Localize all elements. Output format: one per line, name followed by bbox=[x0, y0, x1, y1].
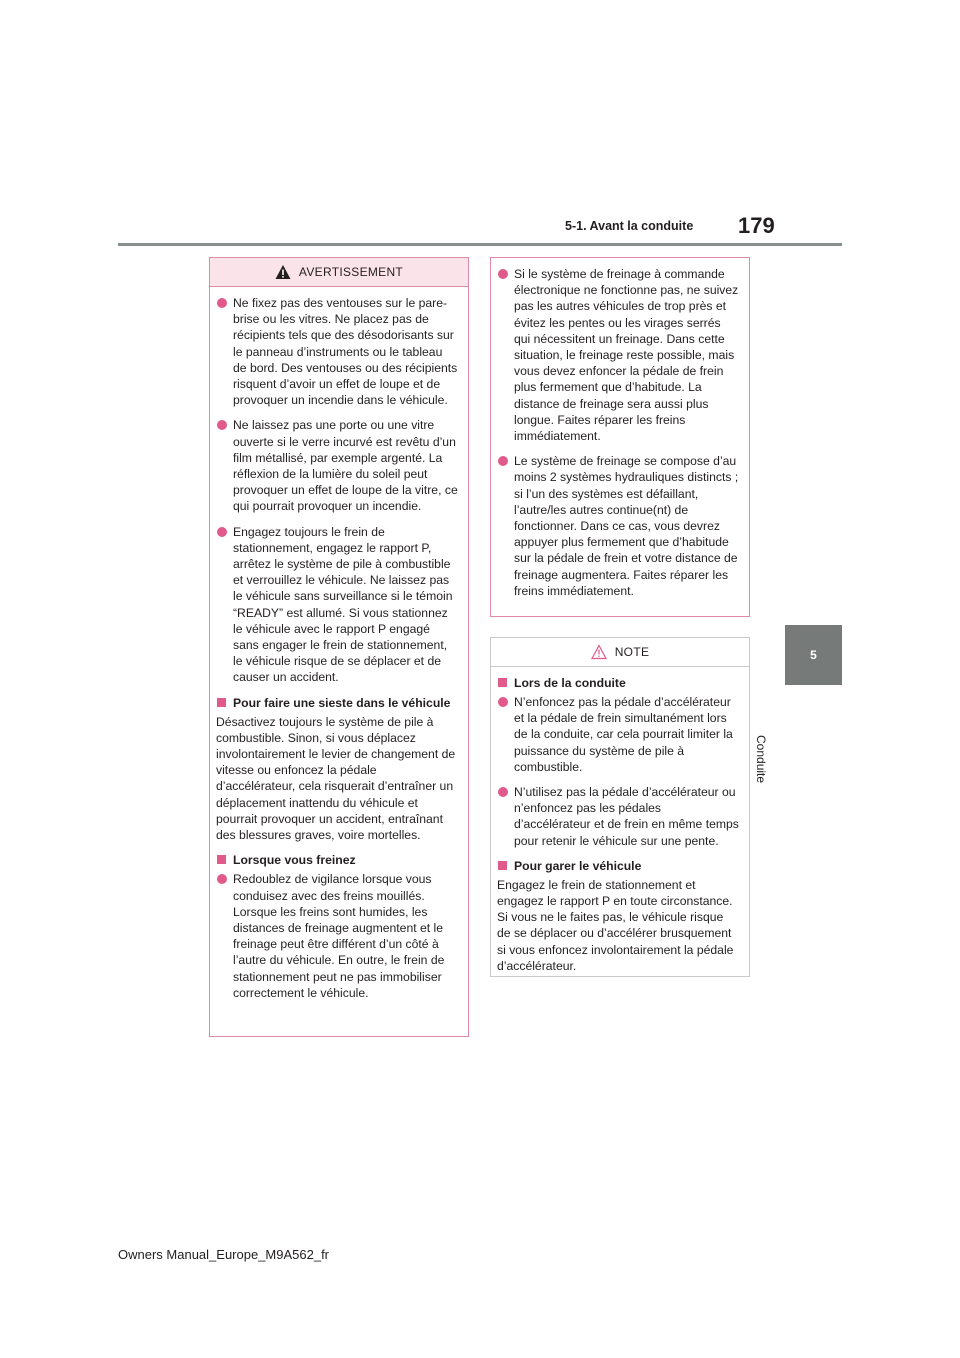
page-number: 179 bbox=[738, 213, 775, 238]
chapter-number: 5 bbox=[810, 648, 817, 662]
note-body bbox=[491, 667, 749, 989]
square-bullet-icon bbox=[498, 678, 507, 687]
list-item: N’enfoncez pas la pédale d’accélérateur et la pédale de frein simultanément lors de la conduite, car cela pourrait limiter la puissance du système de pile à combustible. bbox=[497, 694, 739, 775]
bullet-icon bbox=[498, 697, 508, 707]
paragraph-parking: Engagez le frein de stationnement et engagez le rapport P en toute circonstance. Si vous ne le faites pas, le véhicule risque de se déplacer ou d’accélérer brusquement si vous enfoncez involontairement la pédale d’accélérateur. bbox=[497, 877, 734, 973]
subheading-parking: Pour garer le véhicule bbox=[497, 858, 739, 874]
caution-triangle-icon bbox=[591, 644, 607, 660]
list-item: Engagez toujours le frein de stationnement, engagez le rapport P, arrêtez le système de pile à combustible et verrouillez le véhicule. Ne laissez pas le véhicule sans surveillance si le témoin “READY” est allumé. Si vous stationnez le véhicule avec le rapport P engagé sans engager le frein de stationnement, le véhicule risque de se déplacer et de causer un accident. bbox=[216, 524, 458, 686]
bullet-icon bbox=[498, 456, 508, 466]
bullet-icon bbox=[498, 787, 508, 797]
paragraph-sleep: Désactivez toujours le système de pile à combustible. Sinon, si vous déplacez involontairement le levier de changement de vitesse ou enfoncez la pédale d’accélérateur, cela risquerait d’entraîner un déplacement inattendu du véhicule et pourrait provoquer un accident, entraînant des blessures graves, voire mortelles. bbox=[216, 714, 456, 843]
list-item: Ne fixez pas des ventouses sur le pare-brise ou les vitres. Ne placez pas de récipients tels que des désodorisants sur le panneau d’instruments ou le tableau de bord. Des ventouses ou des récipients risquent d’avoir un effet de loupe et de provoquer un incendie dans le véhicule. bbox=[216, 295, 458, 408]
list-item: Si le système de freinage à commande électronique ne fonctionne pas, ne suivez pas les autres véhicules de trop près et évitez les pentes ou les virages serrés qui nécessitent un freinage. Dans cette situation, le freinage reste possible, mais vous devez enfoncer la pédale de frein plus fermement que d’habitude. La distance de freinage sera aussi plus longue. Faites réparer les freins immédiatement. bbox=[497, 266, 739, 444]
list-item: Redoublez de vigilance lorsque vous conduisez avec des freins mouillés. Lorsque les freins sont humides, les distances de freinage augmentent et le freinage peut être différent d’un côté à l’autre du véhicule. En outre, le frein de stationnement peut ne pas immobiliser correctement le véhicule. bbox=[216, 871, 458, 1001]
list-item: N’utilisez pas la pédale d’accélérateur ou n’enfoncez pas les pédales d’accélérateur et de frein en même temps pour retenir le véhicule sur une pente. bbox=[497, 784, 739, 849]
list-item: Ne laissez pas une porte ou une vitre ouverte si le verre incurvé est revêtu d’un film métallisé, par exemple argenté. La réflexion de la lumière du soleil peut provoquer un effet de loupe de la vitre, ce qui pourrait provoquer un incendie. bbox=[216, 417, 458, 514]
footer-text: Owners Manual_Europe_M9A562_fr bbox=[118, 1247, 330, 1262]
header-divider bbox=[118, 243, 842, 246]
warning-body bbox=[210, 287, 468, 1016]
bullet-icon bbox=[217, 874, 227, 884]
section-title: 5-1. Avant la conduite bbox=[565, 219, 694, 233]
square-bullet-icon bbox=[217, 855, 226, 864]
subheading-brake: Lorsque vous freinez bbox=[216, 852, 458, 868]
subheading-sleep: Pour faire une sieste dans le véhicule bbox=[216, 695, 458, 711]
note-title: NOTE bbox=[614, 645, 650, 659]
bullet-icon bbox=[217, 420, 227, 430]
note-header bbox=[491, 638, 749, 667]
warning-header bbox=[210, 258, 468, 287]
chapter-label: Conduite bbox=[754, 735, 768, 784]
bullet-icon bbox=[217, 527, 227, 537]
warning-box bbox=[209, 257, 469, 1037]
square-bullet-icon bbox=[217, 698, 226, 707]
list-item: Le système de freinage se compose d’au moins 2 systèmes hydrauliques distincts ; si l’un des systèmes est défaillant, l’autre/les autres continue(nt) de fonctionner. Dans ce cas, vous devrez appuyer plus fermement que d’habitude sur la pédale de frein et votre distance de freinage augmentera. Faites réparer les freins immédiatement. bbox=[497, 453, 739, 599]
note-box bbox=[490, 637, 750, 977]
warning-continuation-box bbox=[490, 257, 750, 617]
warning-continuation-body bbox=[491, 258, 749, 614]
chapter-tab[interactable] bbox=[785, 625, 842, 685]
bullet-icon bbox=[498, 269, 508, 279]
bullet-icon bbox=[217, 298, 227, 308]
warning-triangle-icon bbox=[275, 264, 291, 280]
subheading-driving: Lors de la conduite bbox=[497, 675, 739, 691]
warning-title: AVERTISSEMENT bbox=[298, 265, 404, 279]
square-bullet-icon bbox=[498, 861, 507, 870]
